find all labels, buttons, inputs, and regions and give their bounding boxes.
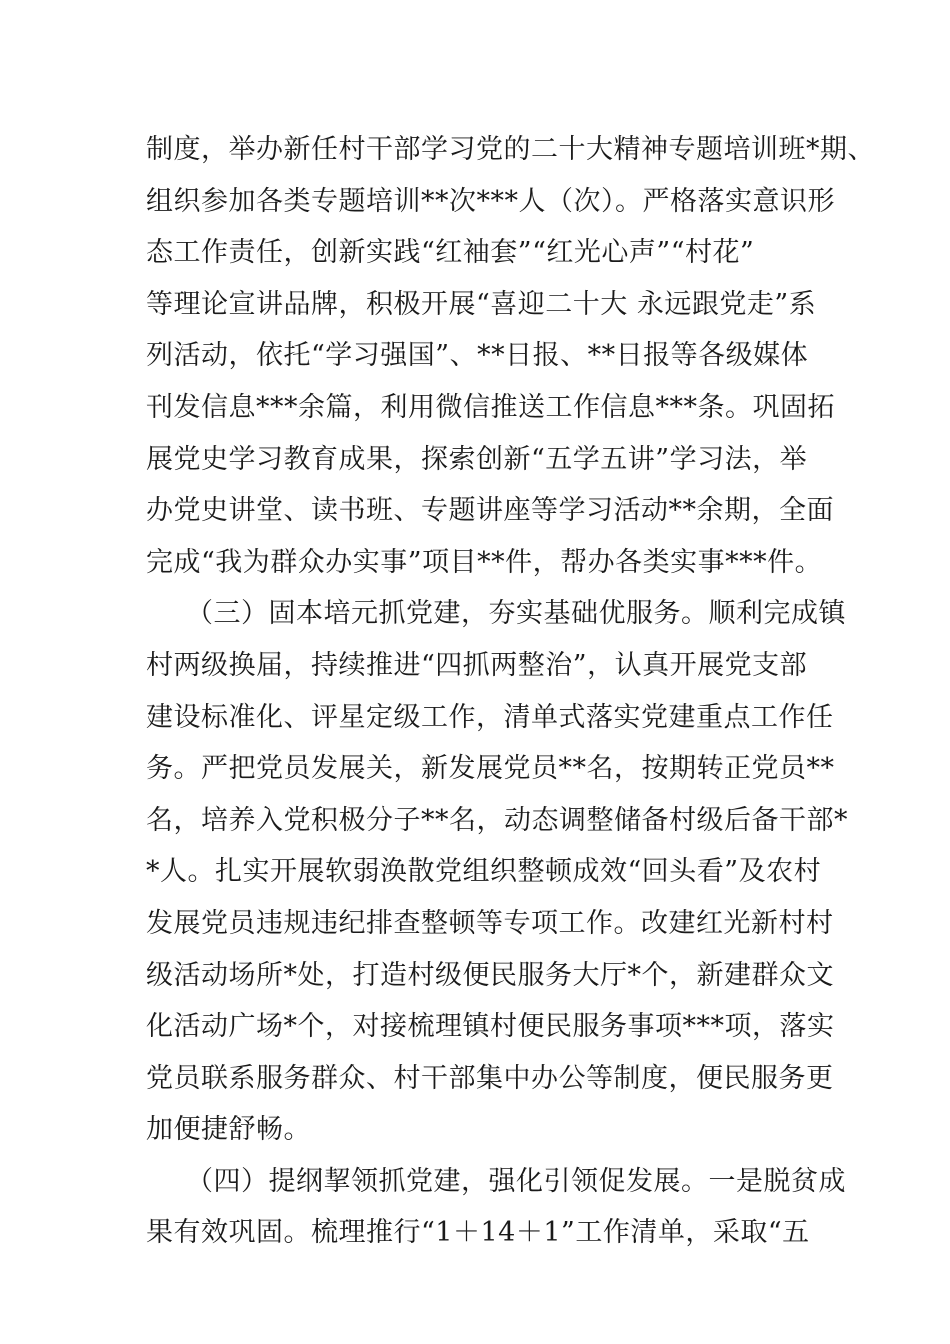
text-line: 党员联系服务群众、村干部集中办公等制度，便民服务更 (146, 1062, 834, 1094)
text-line: 态工作责任，创新实践“红袖套”“红光心声”“村花” (146, 237, 755, 269)
text-line: 等理论宣讲品牌，积极开展“喜迎二十大 永远跟党走”系 (146, 288, 817, 320)
body-text (146, 124, 875, 1259)
text-line: 化活动广场*个，对接梳理镇村便民服务事项***项，落实 (146, 1011, 835, 1043)
text-line: 展党史学习教育成果，探索创新“五学五讲”学习法，举 (146, 443, 808, 475)
text-line: 级活动场所*处，打造村级便民服务大厅*个，新建群众文 (146, 959, 834, 991)
text-line: 果有效巩固。梳理推行“1＋14＋1”工作清单，采取“五 (146, 1217, 810, 1249)
text-line: 制度，举办新任村干部学习党的二十大精神专题培训班*期、 (146, 134, 875, 165)
text-line: 加便捷舒畅。 (146, 1114, 311, 1146)
paragraph-heading-line: （三）固本培元抓党建，夯实基础优服务。顺利完成镇 (186, 598, 846, 630)
text-line: 务。严把党员发展关，新发展党员**名，按期转正党员** (146, 753, 835, 785)
text-line: 组织参加各类专题培训**次***人（次）。严格落实意识形 (146, 185, 835, 217)
text-line: 列活动，依托“学习强国”、**日报、**日报等各级媒体 (146, 340, 809, 372)
text-line: 建设标准化、评星定级工作，清单式落实党建重点工作任 (146, 701, 834, 733)
text-line: 村两级换届，持续推进“四抓两整治”，认真开展党支部 (146, 649, 808, 681)
text-line: 发展党员违规违纪排查整顿等专项工作。改建红光新村村 (146, 907, 834, 939)
text-line: *人。扎实开展软弱涣散党组织整顿成效“回头看”及农村 (146, 856, 822, 888)
text-line: 办党史讲堂、读书班、专题讲座等学习活动**余期，全面 (146, 495, 834, 527)
text-line: 名，培养入党积极分子**名，动态调整储备村级后备干部* (146, 804, 848, 836)
text-line: 刊发信息***余篇，利用微信推送工作信息***条。巩固拓 (146, 391, 835, 423)
text-line: 完成“我为群众办实事”项目**件，帮办各类实事***件。 (146, 546, 823, 578)
paragraph-heading-line: （四）提纲挈领抓党建，强化引领促发展。一是脱贫成 (186, 1165, 846, 1197)
